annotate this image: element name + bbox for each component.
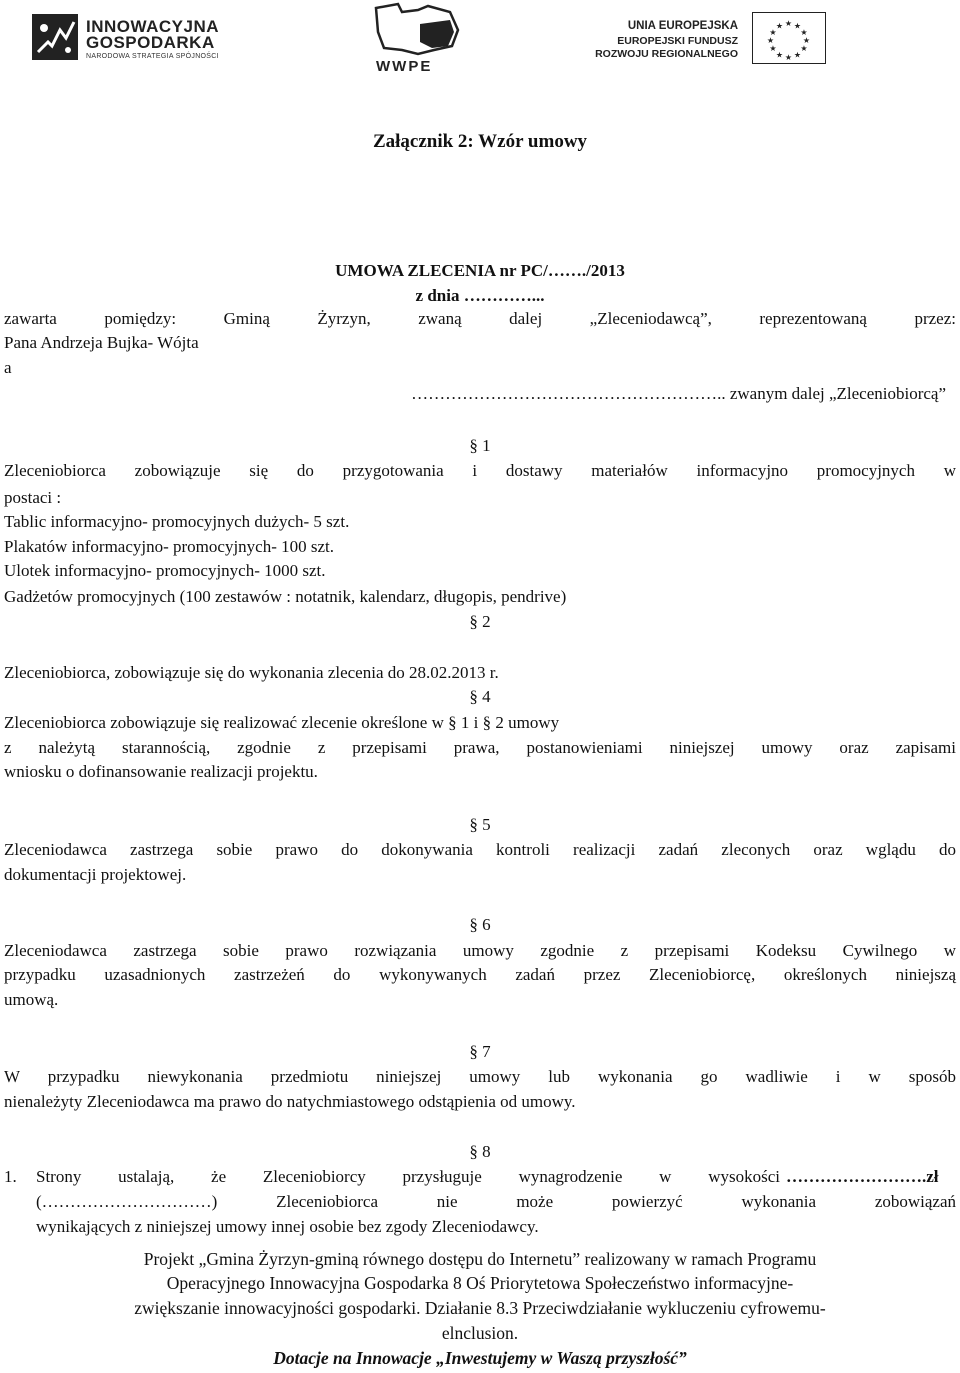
section-6-line2: przypadku uzasadnionych zastrzeżeń do wykonywanych zadań przez Zleceniobiorcę, określonych niniejszą: [4, 965, 956, 984]
section-4-mark: § 4: [469, 687, 491, 706]
section-8-mark: § 8: [469, 1142, 491, 1161]
svg-text:★: ★: [766, 36, 775, 45]
section-2-line1: Zleceniobiorca, zobowiązuje się do wykonania zlecenia do 28.02.2013 r.: [4, 663, 499, 682]
contract-parties-line2: Pana Andrzeja Bujka- Wójta: [4, 333, 199, 352]
svg-text:★: ★: [769, 44, 777, 53]
logo-header: [0, 0, 960, 80]
section-1-line5: Ulotek informacyjno- promocyjnych- 1000 szt.: [4, 561, 326, 580]
section-6-mark: § 6: [469, 915, 491, 934]
innowacyjna-logo-line3: NARODOWA STRATEGIA SPÓJNOŚCI: [86, 53, 219, 60]
section-1-line1: Zleceniobiorca zobowiązuje się do przygotowania i dostawy materiałów informacyjno promocyjnych w: [4, 461, 956, 480]
svg-text:★: ★: [775, 21, 784, 31]
wwpe-logo: [368, 2, 468, 74]
section-6-line1: Zleceniodawca zastrzega sobie prawo rozwiązania umowy zgodnie z przepisami Kodeksu Cywilnego w: [4, 941, 956, 960]
footer-line3: zwiększanie innowacyjności gospodarki. Działanie 8.3 Przeciwdziałanie wykluczeniu cyfrowemu-: [134, 1298, 826, 1318]
wwpe-logo-text: WWPE: [376, 58, 433, 75]
svg-text:★: ★: [769, 28, 777, 37]
section-8-item1-number: 1.: [4, 1167, 17, 1186]
contract-parties-line3: a: [4, 358, 12, 377]
innowacyjna-gospodarka-emblem-icon: [30, 12, 82, 64]
section-5-line1: Zleceniodawca zastrzega sobie prawo do dokonywania kontroli realizacji zadań zleconych oraz wglądu do: [4, 840, 956, 859]
footer-line4: elnclusion.: [441, 1323, 519, 1343]
innowacyjna-logo-line2: GOSPODARKA: [86, 33, 215, 52]
section-6-line3: umową.: [4, 990, 59, 1009]
section-4-line1: Zleceniobiorca zobowiązuje się realizować zlecenie określone w § 1 i § 2 umowy: [4, 713, 560, 732]
svg-text:★: ★: [793, 21, 802, 31]
footer-slogan: Dotacje na Innowacje „Inwestujemy w Waszą przyszłość”: [273, 1348, 687, 1368]
eu-logo-line2: EUROPEJSKI FUNDUSZ: [617, 35, 738, 47]
section-1-line4: Plakatów informacyjno- promocyjnych- 100 szt.: [4, 537, 335, 556]
section-5-mark: § 5: [469, 815, 491, 834]
section-1-mark: § 1: [469, 436, 491, 455]
attachment-title: Załącznik 2: Wzór umowy: [372, 131, 588, 152]
eu-logo-line3: ROZWOJU REGIONALNEGO: [595, 48, 738, 60]
svg-text:★: ★: [775, 50, 784, 60]
section-2-mark: § 2: [469, 612, 491, 631]
eu-flag-icon: [752, 12, 826, 64]
contract-parties-line4: ……………………………………………….. zwanym dalej „Zleceniobiorcą”: [411, 384, 946, 403]
contract-parties-line1: zawarta pomiędzy: Gminą Żyrzyn, zwaną dalej „Zleceniodawcą”, reprezentowaną przez:: [4, 309, 956, 328]
section-8-item1-line2: (…………………………) Zleceniobiorca nie może powierzyć wykonania zobowiązań: [36, 1192, 956, 1211]
footer-line2: Operacyjnego Innowacyjna Gospodarka 8 Oś Priorytetowa Społeczeństwo informacyjne-: [166, 1273, 794, 1293]
section-8-item1-amount: …………………….zł: [786, 1167, 939, 1186]
section-4-line3: wniosku o dofinansowanie realizacji projektu.: [4, 762, 318, 781]
contract-date: z dnia …………...: [415, 286, 545, 305]
section-1-line6: Gadżetów promocyjnych (100 zestawów : notatnik, kalendarz, długopis, pendrive): [4, 587, 567, 606]
svg-text:★: ★: [793, 50, 802, 60]
section-1-line3: Tablic informacyjno- promocyjnych dużych- 5 szt.: [4, 512, 350, 531]
section-1-line2: postaci :: [4, 488, 62, 507]
eu-logo: [595, 12, 826, 72]
contract-heading: UMOWA ZLECENIA nr PC/……./2013: [335, 261, 625, 280]
wwpe-map-icon: [368, 2, 468, 58]
section-5-line2: dokumentacji projektowej.: [4, 865, 187, 884]
svg-text:★: ★: [784, 53, 793, 62]
innowacyjna-logo-line1: INNOWACYJNA: [86, 17, 220, 36]
svg-text:★: ★: [800, 28, 808, 37]
section-8-item1-line3: wynikających z niniejszej umowy innej osobie bez zgody Zleceniodawcy.: [36, 1217, 539, 1236]
svg-text:★: ★: [784, 19, 793, 28]
innowacyjna-gospodarka-logo: [30, 12, 220, 64]
section-8-item1-text: Strony ustalają, że Zleceniobiorcy przysługuje wynagrodzenie w wysokości: [36, 1167, 780, 1186]
eu-logo-line1: UNIA EUROPEJSKA: [627, 20, 738, 32]
svg-text:★: ★: [802, 36, 811, 45]
section-7-mark: § 7: [469, 1042, 491, 1061]
svg-text:★: ★: [800, 44, 808, 53]
section-4-line2: z należytą starannością, zgodnie z przepisami prawa, postanowieniami niniejszej umowy oraz zapisami: [4, 738, 956, 757]
section-7-line1: W przypadku niewykonania przedmiotu niniejszej umowy lub wykonania go wadliwie i w sposób: [4, 1067, 956, 1086]
section-7-line2: nienależyty Zleceniodawca ma prawo do natychmiastowego odstąpienia od umowy.: [4, 1092, 576, 1111]
footer-line1: Projekt „Gmina Żyrzyn-gminą równego dostępu do Internetu” realizowany w ramach Programu: [143, 1249, 817, 1269]
